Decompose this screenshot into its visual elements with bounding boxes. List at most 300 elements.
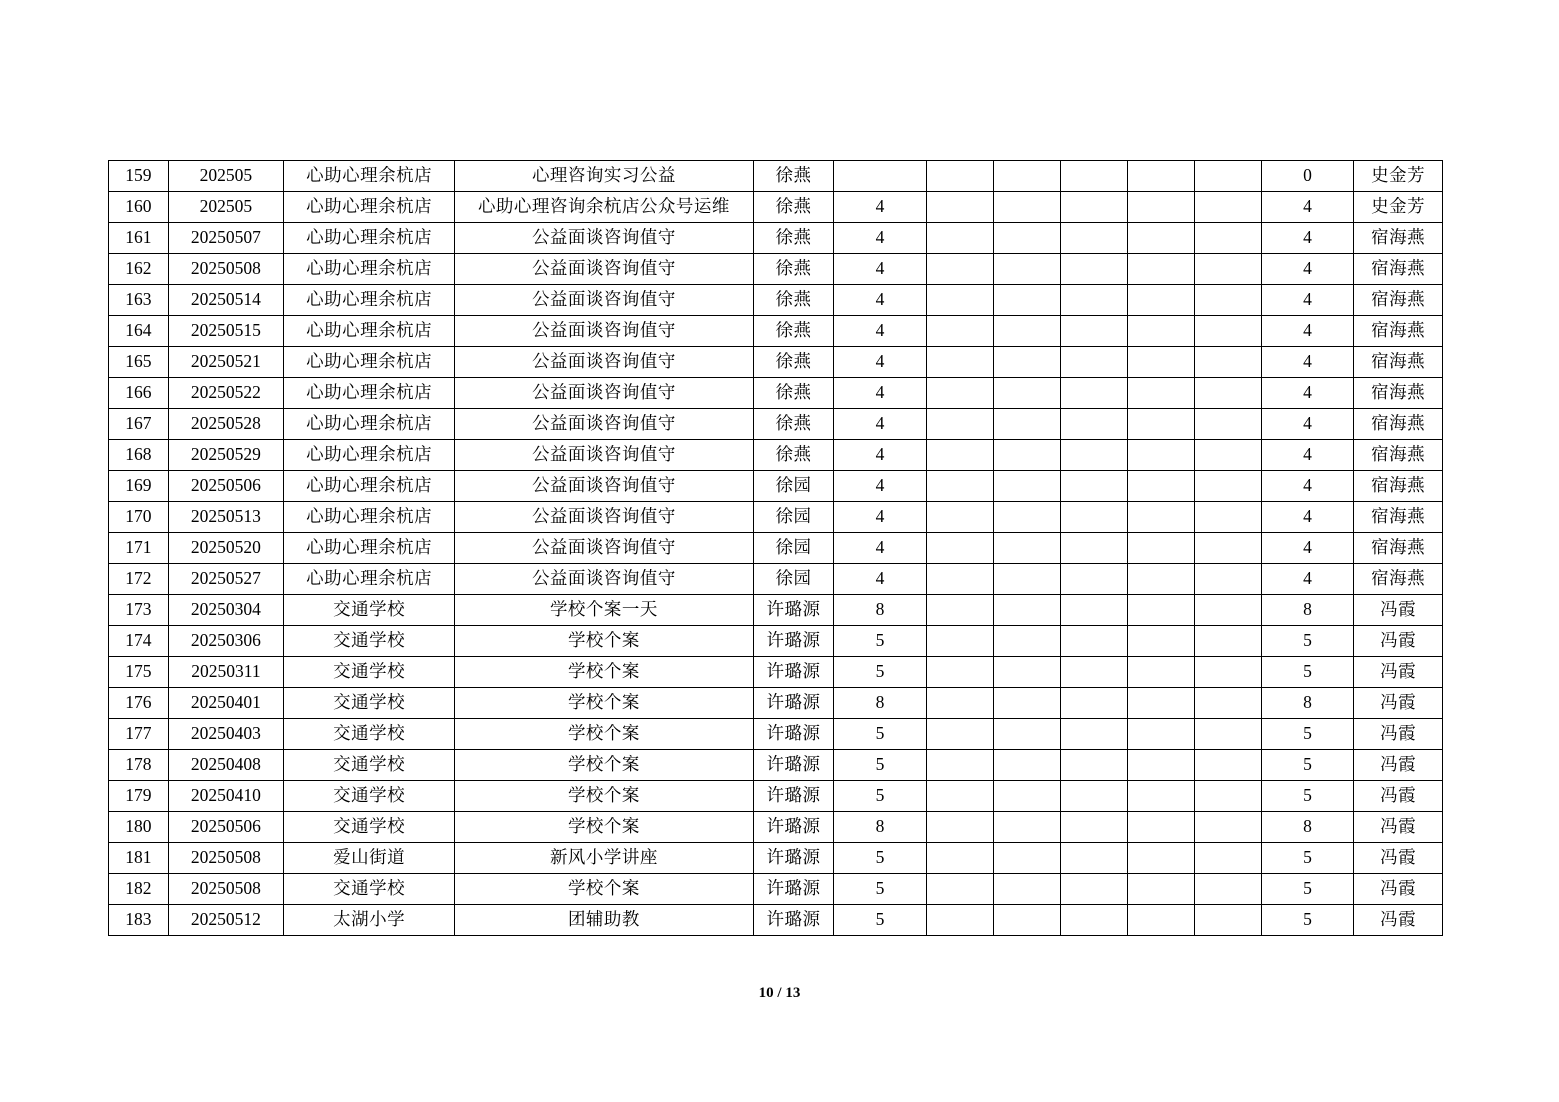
cell-index: 164 bbox=[109, 316, 169, 347]
cell-hours-6 bbox=[1194, 812, 1261, 843]
cell-hours-5 bbox=[1127, 471, 1194, 502]
cell-item: 公益面谈咨询值守 bbox=[455, 533, 754, 564]
cell-organization: 心助心理余杭店 bbox=[284, 409, 455, 440]
volunteer-hours-table bbox=[108, 160, 1443, 936]
cell-index: 179 bbox=[109, 781, 169, 812]
cell-total: 5 bbox=[1261, 657, 1354, 688]
cell-hours-1: 4 bbox=[834, 378, 927, 409]
cell-item: 学校个案 bbox=[455, 626, 754, 657]
cell-index: 182 bbox=[109, 874, 169, 905]
cell-hours-1: 5 bbox=[834, 719, 927, 750]
cell-total: 5 bbox=[1261, 905, 1354, 936]
cell-hours-3 bbox=[993, 378, 1060, 409]
cell-date: 20250529 bbox=[168, 440, 283, 471]
table-row bbox=[109, 192, 1443, 223]
cell-organization: 太湖小学 bbox=[284, 905, 455, 936]
cell-hours-3 bbox=[993, 626, 1060, 657]
cell-hours-3 bbox=[993, 347, 1060, 378]
cell-hours-3 bbox=[993, 843, 1060, 874]
cell-hours-1: 4 bbox=[834, 316, 927, 347]
cell-index: 167 bbox=[109, 409, 169, 440]
cell-organization: 交通学校 bbox=[284, 750, 455, 781]
cell-organization: 心助心理余杭店 bbox=[284, 161, 455, 192]
table-row bbox=[109, 161, 1443, 192]
volunteer-hours-table-wrapper bbox=[108, 160, 1443, 936]
table-row bbox=[109, 502, 1443, 533]
cell-hours-6 bbox=[1194, 316, 1261, 347]
cell-person-name: 徐燕 bbox=[753, 161, 833, 192]
cell-item: 公益面谈咨询值守 bbox=[455, 347, 754, 378]
cell-item: 公益面谈咨询值守 bbox=[455, 409, 754, 440]
cell-hours-2 bbox=[926, 471, 993, 502]
cell-index: 160 bbox=[109, 192, 169, 223]
cell-hours-2 bbox=[926, 657, 993, 688]
cell-hours-6 bbox=[1194, 409, 1261, 440]
cell-hours-3 bbox=[993, 192, 1060, 223]
table-body bbox=[109, 161, 1443, 936]
cell-organization: 交通学校 bbox=[284, 626, 455, 657]
cell-hours-1 bbox=[834, 161, 927, 192]
cell-person-name: 徐燕 bbox=[753, 285, 833, 316]
cell-item: 学校个案 bbox=[455, 750, 754, 781]
cell-hours-4 bbox=[1060, 223, 1127, 254]
cell-index: 162 bbox=[109, 254, 169, 285]
cell-index: 171 bbox=[109, 533, 169, 564]
cell-total: 0 bbox=[1261, 161, 1354, 192]
table-row bbox=[109, 285, 1443, 316]
cell-hours-5 bbox=[1127, 626, 1194, 657]
cell-hours-6 bbox=[1194, 347, 1261, 378]
cell-date: 20250521 bbox=[168, 347, 283, 378]
cell-hours-1: 4 bbox=[834, 285, 927, 316]
cell-total: 4 bbox=[1261, 409, 1354, 440]
cell-total: 4 bbox=[1261, 192, 1354, 223]
cell-hours-6 bbox=[1194, 564, 1261, 595]
cell-person-name: 徐园 bbox=[753, 564, 833, 595]
cell-hours-3 bbox=[993, 719, 1060, 750]
cell-total: 5 bbox=[1261, 843, 1354, 874]
cell-item: 公益面谈咨询值守 bbox=[455, 440, 754, 471]
cell-item: 团辅助教 bbox=[455, 905, 754, 936]
cell-hours-2 bbox=[926, 812, 993, 843]
cell-hours-6 bbox=[1194, 502, 1261, 533]
cell-person-name: 徐燕 bbox=[753, 409, 833, 440]
cell-organization: 心助心理余杭店 bbox=[284, 471, 455, 502]
cell-item: 学校个案 bbox=[455, 719, 754, 750]
cell-hours-2 bbox=[926, 192, 993, 223]
cell-hours-2 bbox=[926, 905, 993, 936]
cell-hours-1: 4 bbox=[834, 254, 927, 285]
cell-hours-6 bbox=[1194, 161, 1261, 192]
cell-hours-1: 8 bbox=[834, 595, 927, 626]
cell-date: 20250506 bbox=[168, 812, 283, 843]
cell-organization: 心助心理余杭店 bbox=[284, 192, 455, 223]
cell-index: 178 bbox=[109, 750, 169, 781]
cell-date: 20250527 bbox=[168, 564, 283, 595]
cell-date: 20250514 bbox=[168, 285, 283, 316]
cell-index: 170 bbox=[109, 502, 169, 533]
cell-hours-3 bbox=[993, 874, 1060, 905]
cell-total: 5 bbox=[1261, 719, 1354, 750]
cell-hours-5 bbox=[1127, 192, 1194, 223]
cell-person-name: 许璐源 bbox=[753, 812, 833, 843]
cell-item: 公益面谈咨询值守 bbox=[455, 223, 754, 254]
cell-hours-4 bbox=[1060, 719, 1127, 750]
cell-index: 181 bbox=[109, 843, 169, 874]
cell-hours-5 bbox=[1127, 874, 1194, 905]
cell-person-name: 徐燕 bbox=[753, 254, 833, 285]
cell-hours-5 bbox=[1127, 688, 1194, 719]
cell-recorder: 宿海燕 bbox=[1354, 378, 1443, 409]
table-row bbox=[109, 688, 1443, 719]
cell-hours-2 bbox=[926, 254, 993, 285]
cell-total: 4 bbox=[1261, 471, 1354, 502]
table-row bbox=[109, 781, 1443, 812]
table-row bbox=[109, 874, 1443, 905]
cell-item: 学校个案 bbox=[455, 688, 754, 719]
cell-hours-2 bbox=[926, 316, 993, 347]
cell-index: 163 bbox=[109, 285, 169, 316]
cell-hours-3 bbox=[993, 316, 1060, 347]
cell-hours-5 bbox=[1127, 719, 1194, 750]
cell-hours-2 bbox=[926, 626, 993, 657]
cell-organization: 交通学校 bbox=[284, 657, 455, 688]
cell-index: 176 bbox=[109, 688, 169, 719]
cell-hours-1: 4 bbox=[834, 440, 927, 471]
cell-hours-4 bbox=[1060, 595, 1127, 626]
cell-index: 161 bbox=[109, 223, 169, 254]
cell-hours-2 bbox=[926, 595, 993, 626]
cell-item: 心理咨询实习公益 bbox=[455, 161, 754, 192]
cell-hours-5 bbox=[1127, 812, 1194, 843]
cell-date: 20250306 bbox=[168, 626, 283, 657]
cell-date: 20250508 bbox=[168, 254, 283, 285]
cell-hours-2 bbox=[926, 564, 993, 595]
cell-date: 20250506 bbox=[168, 471, 283, 502]
cell-person-name: 许璐源 bbox=[753, 626, 833, 657]
cell-date: 20250522 bbox=[168, 378, 283, 409]
table-row bbox=[109, 750, 1443, 781]
cell-hours-1: 4 bbox=[834, 192, 927, 223]
cell-hours-1: 4 bbox=[834, 502, 927, 533]
table-row bbox=[109, 316, 1443, 347]
table-row bbox=[109, 471, 1443, 502]
cell-hours-4 bbox=[1060, 750, 1127, 781]
cell-hours-6 bbox=[1194, 688, 1261, 719]
cell-recorder: 冯霞 bbox=[1354, 781, 1443, 812]
cell-hours-3 bbox=[993, 812, 1060, 843]
cell-hours-5 bbox=[1127, 285, 1194, 316]
cell-hours-1: 4 bbox=[834, 471, 927, 502]
cell-hours-2 bbox=[926, 409, 993, 440]
cell-hours-5 bbox=[1127, 347, 1194, 378]
cell-recorder: 冯霞 bbox=[1354, 905, 1443, 936]
cell-hours-3 bbox=[993, 595, 1060, 626]
table-row bbox=[109, 347, 1443, 378]
cell-hours-4 bbox=[1060, 440, 1127, 471]
cell-index: 180 bbox=[109, 812, 169, 843]
cell-hours-2 bbox=[926, 533, 993, 564]
cell-hours-1: 4 bbox=[834, 564, 927, 595]
cell-recorder: 冯霞 bbox=[1354, 812, 1443, 843]
cell-hours-4 bbox=[1060, 471, 1127, 502]
cell-person-name: 许璐源 bbox=[753, 688, 833, 719]
cell-date: 20250512 bbox=[168, 905, 283, 936]
cell-hours-1: 5 bbox=[834, 905, 927, 936]
cell-date: 20250304 bbox=[168, 595, 283, 626]
cell-organization: 爱山街道 bbox=[284, 843, 455, 874]
cell-hours-4 bbox=[1060, 254, 1127, 285]
cell-recorder: 宿海燕 bbox=[1354, 564, 1443, 595]
cell-hours-4 bbox=[1060, 316, 1127, 347]
cell-hours-2 bbox=[926, 161, 993, 192]
cell-total: 8 bbox=[1261, 688, 1354, 719]
cell-recorder: 宿海燕 bbox=[1354, 316, 1443, 347]
cell-hours-5 bbox=[1127, 905, 1194, 936]
cell-hours-6 bbox=[1194, 874, 1261, 905]
cell-person-name: 徐燕 bbox=[753, 192, 833, 223]
cell-person-name: 徐燕 bbox=[753, 440, 833, 471]
cell-recorder: 史金芳 bbox=[1354, 161, 1443, 192]
cell-index: 168 bbox=[109, 440, 169, 471]
table-row bbox=[109, 719, 1443, 750]
cell-date: 202505 bbox=[168, 161, 283, 192]
cell-hours-3 bbox=[993, 781, 1060, 812]
cell-hours-5 bbox=[1127, 843, 1194, 874]
cell-hours-4 bbox=[1060, 409, 1127, 440]
cell-hours-3 bbox=[993, 688, 1060, 719]
cell-item: 公益面谈咨询值守 bbox=[455, 564, 754, 595]
cell-organization: 心助心理余杭店 bbox=[284, 440, 455, 471]
cell-recorder: 宿海燕 bbox=[1354, 285, 1443, 316]
cell-date: 20250410 bbox=[168, 781, 283, 812]
cell-index: 165 bbox=[109, 347, 169, 378]
cell-hours-5 bbox=[1127, 440, 1194, 471]
cell-organization: 心助心理余杭店 bbox=[284, 223, 455, 254]
cell-hours-6 bbox=[1194, 595, 1261, 626]
cell-hours-3 bbox=[993, 502, 1060, 533]
cell-hours-5 bbox=[1127, 564, 1194, 595]
cell-hours-4 bbox=[1060, 564, 1127, 595]
cell-hours-2 bbox=[926, 874, 993, 905]
cell-date: 20250513 bbox=[168, 502, 283, 533]
cell-hours-6 bbox=[1194, 533, 1261, 564]
table-row bbox=[109, 626, 1443, 657]
cell-total: 5 bbox=[1261, 750, 1354, 781]
table-row bbox=[109, 843, 1443, 874]
cell-hours-3 bbox=[993, 564, 1060, 595]
cell-recorder: 史金芳 bbox=[1354, 192, 1443, 223]
cell-hours-4 bbox=[1060, 502, 1127, 533]
table-row bbox=[109, 905, 1443, 936]
cell-recorder: 冯霞 bbox=[1354, 688, 1443, 719]
cell-organization: 心助心理余杭店 bbox=[284, 347, 455, 378]
cell-person-name: 徐园 bbox=[753, 471, 833, 502]
table-row bbox=[109, 564, 1443, 595]
table-row bbox=[109, 254, 1443, 285]
cell-hours-4 bbox=[1060, 347, 1127, 378]
table-row bbox=[109, 595, 1443, 626]
cell-total: 4 bbox=[1261, 254, 1354, 285]
cell-total: 4 bbox=[1261, 378, 1354, 409]
cell-organization: 心助心理余杭店 bbox=[284, 254, 455, 285]
cell-total: 4 bbox=[1261, 564, 1354, 595]
cell-hours-2 bbox=[926, 223, 993, 254]
cell-date: 20250311 bbox=[168, 657, 283, 688]
cell-organization: 心助心理余杭店 bbox=[284, 564, 455, 595]
cell-person-name: 许璐源 bbox=[753, 750, 833, 781]
cell-date: 20250508 bbox=[168, 874, 283, 905]
cell-item: 学校个案 bbox=[455, 781, 754, 812]
cell-index: 172 bbox=[109, 564, 169, 595]
cell-hours-4 bbox=[1060, 285, 1127, 316]
cell-hours-6 bbox=[1194, 781, 1261, 812]
cell-hours-4 bbox=[1060, 781, 1127, 812]
cell-total: 5 bbox=[1261, 874, 1354, 905]
cell-item: 心助心理咨询余杭店公众号运维 bbox=[455, 192, 754, 223]
cell-hours-1: 5 bbox=[834, 781, 927, 812]
cell-index: 166 bbox=[109, 378, 169, 409]
cell-hours-6 bbox=[1194, 254, 1261, 285]
cell-hours-6 bbox=[1194, 223, 1261, 254]
cell-hours-5 bbox=[1127, 750, 1194, 781]
cell-hours-5 bbox=[1127, 781, 1194, 812]
cell-recorder: 宿海燕 bbox=[1354, 471, 1443, 502]
cell-total: 5 bbox=[1261, 626, 1354, 657]
cell-total: 5 bbox=[1261, 781, 1354, 812]
cell-date: 202505 bbox=[168, 192, 283, 223]
cell-hours-4 bbox=[1060, 874, 1127, 905]
page-number: 10 / 13 bbox=[758, 985, 801, 1001]
cell-item: 学校个案一天 bbox=[455, 595, 754, 626]
cell-hours-4 bbox=[1060, 688, 1127, 719]
cell-hours-3 bbox=[993, 161, 1060, 192]
cell-hours-1: 4 bbox=[834, 409, 927, 440]
cell-hours-6 bbox=[1194, 378, 1261, 409]
cell-hours-5 bbox=[1127, 595, 1194, 626]
cell-person-name: 许璐源 bbox=[753, 657, 833, 688]
cell-recorder: 宿海燕 bbox=[1354, 440, 1443, 471]
cell-person-name: 徐燕 bbox=[753, 316, 833, 347]
cell-person-name: 徐园 bbox=[753, 533, 833, 564]
cell-hours-1: 5 bbox=[834, 843, 927, 874]
cell-hours-5 bbox=[1127, 533, 1194, 564]
cell-hours-3 bbox=[993, 409, 1060, 440]
cell-date: 20250528 bbox=[168, 409, 283, 440]
cell-date: 20250520 bbox=[168, 533, 283, 564]
cell-recorder: 冯霞 bbox=[1354, 657, 1443, 688]
cell-recorder: 宿海燕 bbox=[1354, 254, 1443, 285]
cell-total: 4 bbox=[1261, 440, 1354, 471]
cell-hours-3 bbox=[993, 657, 1060, 688]
cell-organization: 心助心理余杭店 bbox=[284, 533, 455, 564]
cell-recorder: 冯霞 bbox=[1354, 843, 1443, 874]
cell-hours-1: 4 bbox=[834, 347, 927, 378]
cell-person-name: 徐燕 bbox=[753, 223, 833, 254]
cell-hours-1: 5 bbox=[834, 750, 927, 781]
cell-hours-2 bbox=[926, 502, 993, 533]
cell-hours-2 bbox=[926, 347, 993, 378]
cell-organization: 心助心理余杭店 bbox=[284, 378, 455, 409]
cell-total: 4 bbox=[1261, 316, 1354, 347]
cell-total: 4 bbox=[1261, 223, 1354, 254]
cell-hours-1: 4 bbox=[834, 223, 927, 254]
cell-index: 159 bbox=[109, 161, 169, 192]
cell-hours-6 bbox=[1194, 719, 1261, 750]
cell-total: 8 bbox=[1261, 595, 1354, 626]
cell-total: 4 bbox=[1261, 502, 1354, 533]
cell-hours-2 bbox=[926, 378, 993, 409]
cell-organization: 心助心理余杭店 bbox=[284, 502, 455, 533]
table-row bbox=[109, 378, 1443, 409]
cell-organization: 交通学校 bbox=[284, 595, 455, 626]
cell-hours-3 bbox=[993, 905, 1060, 936]
cell-hours-5 bbox=[1127, 316, 1194, 347]
cell-person-name: 许璐源 bbox=[753, 595, 833, 626]
cell-hours-6 bbox=[1194, 192, 1261, 223]
cell-hours-3 bbox=[993, 533, 1060, 564]
cell-recorder: 冯霞 bbox=[1354, 719, 1443, 750]
cell-hours-1: 5 bbox=[834, 626, 927, 657]
cell-date: 20250403 bbox=[168, 719, 283, 750]
cell-organization: 交通学校 bbox=[284, 719, 455, 750]
cell-organization: 交通学校 bbox=[284, 688, 455, 719]
cell-recorder: 宿海燕 bbox=[1354, 347, 1443, 378]
table-row bbox=[109, 812, 1443, 843]
cell-hours-4 bbox=[1060, 657, 1127, 688]
cell-hours-3 bbox=[993, 254, 1060, 285]
cell-item: 公益面谈咨询值守 bbox=[455, 316, 754, 347]
cell-hours-2 bbox=[926, 688, 993, 719]
cell-hours-4 bbox=[1060, 812, 1127, 843]
cell-person-name: 许璐源 bbox=[753, 905, 833, 936]
cell-total: 8 bbox=[1261, 812, 1354, 843]
cell-hours-5 bbox=[1127, 254, 1194, 285]
cell-person-name: 许璐源 bbox=[753, 781, 833, 812]
cell-item: 学校个案 bbox=[455, 812, 754, 843]
cell-date: 20250507 bbox=[168, 223, 283, 254]
cell-hours-4 bbox=[1060, 378, 1127, 409]
cell-person-name: 徐园 bbox=[753, 502, 833, 533]
cell-date: 20250401 bbox=[168, 688, 283, 719]
cell-recorder: 冯霞 bbox=[1354, 595, 1443, 626]
cell-hours-5 bbox=[1127, 657, 1194, 688]
cell-person-name: 许璐源 bbox=[753, 719, 833, 750]
cell-hours-4 bbox=[1060, 192, 1127, 223]
cell-item: 学校个案 bbox=[455, 657, 754, 688]
cell-hours-6 bbox=[1194, 750, 1261, 781]
cell-item: 公益面谈咨询值守 bbox=[455, 285, 754, 316]
cell-hours-6 bbox=[1194, 626, 1261, 657]
cell-item: 公益面谈咨询值守 bbox=[455, 378, 754, 409]
cell-date: 20250508 bbox=[168, 843, 283, 874]
cell-index: 169 bbox=[109, 471, 169, 502]
cell-hours-6 bbox=[1194, 471, 1261, 502]
cell-hours-3 bbox=[993, 750, 1060, 781]
cell-item: 公益面谈咨询值守 bbox=[455, 502, 754, 533]
cell-hours-1: 8 bbox=[834, 812, 927, 843]
cell-hours-5 bbox=[1127, 378, 1194, 409]
cell-hours-4 bbox=[1060, 843, 1127, 874]
cell-hours-5 bbox=[1127, 409, 1194, 440]
cell-item: 公益面谈咨询值守 bbox=[455, 254, 754, 285]
cell-recorder: 宿海燕 bbox=[1354, 533, 1443, 564]
cell-total: 4 bbox=[1261, 347, 1354, 378]
cell-recorder: 冯霞 bbox=[1354, 626, 1443, 657]
cell-organization: 交通学校 bbox=[284, 812, 455, 843]
cell-hours-2 bbox=[926, 285, 993, 316]
cell-date: 20250408 bbox=[168, 750, 283, 781]
